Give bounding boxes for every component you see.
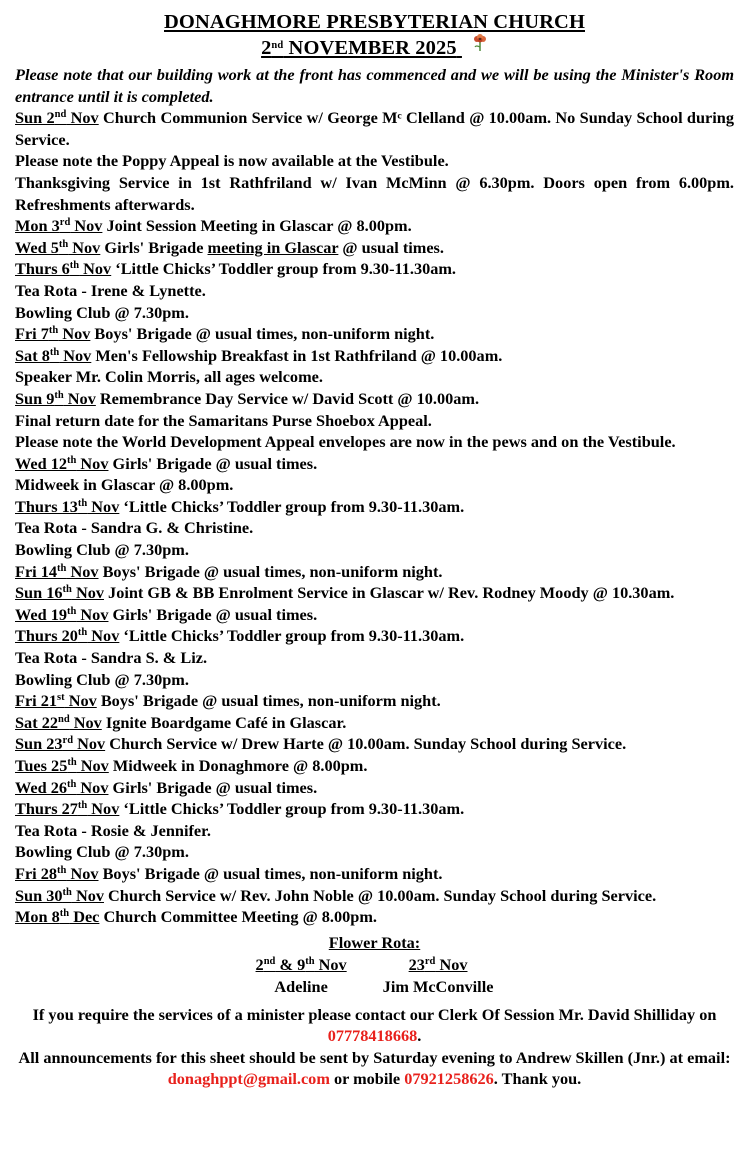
announcement-line — [15, 431, 734, 453]
announcement-date-suffix: th — [49, 346, 60, 358]
announcement-line — [15, 625, 734, 647]
announcement-date — [15, 626, 119, 645]
announcement-line — [15, 690, 734, 712]
flower-rota-date — [256, 954, 347, 976]
announcement-date-month: Nov — [64, 691, 97, 711]
announcement-date — [15, 734, 105, 753]
announcement-text: Tea Rota - Irene & Lynette. — [15, 280, 206, 300]
announcement-date-month: Nov — [79, 259, 112, 279]
announcement-date-day: Mon 3 — [15, 216, 60, 236]
announcement-date-suffix: th — [62, 584, 72, 596]
announcement-line — [15, 280, 734, 302]
announcement-date-day: Wed 5 — [15, 237, 59, 257]
announcement-line — [15, 258, 734, 280]
announcement-line — [15, 150, 734, 172]
announcement-date-month: Nov — [76, 756, 109, 775]
announcement-date-day: Thurs 13 — [15, 496, 78, 516]
announcement-text: ‘Little Chicks’ Toddler group from 9.30-11.30am. — [119, 799, 465, 819]
flower-rota-name: Jim McConville — [382, 976, 494, 996]
announcement-date — [15, 346, 91, 365]
flower-rota-date-number: 2 — [255, 955, 264, 975]
flower-rota-date-month: Nov — [314, 955, 347, 975]
announcement-text: Bowling Club @ 7.30pm. — [15, 669, 189, 689]
contact-section — [15, 1004, 734, 1090]
announcement-text-end: @ usual times. — [338, 237, 444, 257]
announcement-text: Church Communion Service w/ George Mᶜ Clelland @ 10.00am. No Sunday School during Service. — [15, 108, 734, 149]
announcement-date — [15, 238, 100, 257]
announcement-date-day: Wed 19 — [15, 604, 68, 624]
announcement-date — [15, 886, 104, 905]
flower-rota-date-number: & 9 — [275, 955, 306, 975]
announcement-line — [15, 172, 734, 215]
announcement-date-day: Sat 22 — [15, 712, 58, 732]
announcement-date-day: Sun 9 — [15, 388, 55, 408]
announcement-line — [15, 669, 734, 691]
announcement-text: Girls' Brigade — [100, 237, 208, 257]
announcement-date-suffix: th — [59, 908, 70, 920]
announcement-text: Boys' Brigade @ usual times, non-uniform night. — [96, 691, 441, 711]
announcement-line — [15, 733, 734, 755]
announcement-date — [15, 562, 99, 581]
announcement-line — [15, 647, 734, 669]
announcement-text: Tea Rota - Sandra S. & Liz. — [15, 648, 208, 668]
flower-rota-name: Adeline — [274, 976, 328, 996]
announcement-line — [15, 863, 734, 885]
announcement-text: Speaker Mr. Colin Morris, all ages welcome. — [15, 367, 323, 387]
announcement-text: Boys' Brigade @ usual times, non-uniform night. — [98, 561, 443, 581]
announcement-text: Please note the World Development Appeal envelopes are now in the pews and on the Vestibule. — [15, 432, 676, 452]
announcement-date-day: Fri 28 — [15, 863, 58, 883]
announcement-line — [15, 345, 734, 367]
announcement-date — [15, 324, 90, 343]
announcement-text: Church Service w/ Drew Harte @ 10.00am. Sunday School during Service. — [105, 734, 627, 754]
flower-rota-date — [383, 954, 494, 976]
announcement-date — [15, 259, 111, 278]
announcement-date-month: Nov — [59, 345, 92, 365]
announcement-date-suffix: th — [67, 757, 77, 768]
announcement-line — [15, 323, 734, 345]
church-name: DONAGHMORE PRESBYTERIAN CHURCH — [164, 11, 585, 33]
building-work-notice: Please note that our building work at the front has commenced and we will be using the Minister's Room entrance until it is completed. — [15, 65, 734, 106]
announcement-date — [15, 778, 108, 797]
announcement-date-suffix: th — [69, 260, 80, 272]
announcement-date-month: Nov — [71, 583, 104, 603]
contact-mobile-phone[interactable]: 07921258626 — [404, 1069, 494, 1089]
announcement-date-month: Nov — [73, 734, 106, 754]
announcement-date-month: Nov — [87, 799, 120, 819]
announcement-text: ‘Little Chicks’ Toddler group from 9.30-11.30am. — [119, 496, 465, 516]
announcement-date-month: Dec — [69, 907, 100, 927]
announcement-date — [15, 497, 119, 516]
announcement-date-month: Nov — [76, 777, 109, 797]
announcement-date-suffix: nd — [54, 109, 67, 121]
announcement-text: Remembrance Day Service w/ David Scott @ 10.00am. — [95, 388, 480, 408]
minister-contact-text: If you require the services of a minister please contact our Clerk Of Session Mr. David Shilliday on — [32, 1004, 717, 1024]
announcement-date-suffix: th — [48, 325, 59, 337]
flower-rota-date-suffix: nd — [263, 956, 276, 968]
announcement-line — [15, 410, 734, 432]
announcement-date-month: Nov — [70, 216, 103, 236]
announcement-date-day: Sat 8 — [15, 345, 50, 365]
announcement-date-suffix: th — [58, 238, 69, 250]
announcement-text: Bowling Club @ 7.30pm. — [15, 540, 189, 560]
announcement-date-month: Nov — [71, 885, 104, 905]
announcement-text: Church Committee Meeting @ 8.00pm. — [99, 907, 377, 927]
announcement-date — [15, 108, 99, 127]
announcement-date-suffix: th — [67, 454, 77, 466]
announcement-text: Final return date for the Samaritans Purse Shoebox Appeal. — [15, 410, 432, 430]
announcement-date-day: Sun 16 — [15, 583, 63, 603]
announcement-text: Joint Session Meeting in Glascar @ 8.00pm. — [102, 216, 412, 236]
announcement-underlined-text: meeting in Glascar — [207, 237, 339, 257]
date-suffix: nd — [271, 40, 284, 51]
announcement-date-suffix: th — [54, 389, 64, 401]
announcement-line — [15, 496, 734, 518]
announcement-date-day: Sun 30 — [15, 885, 63, 905]
announcement-date — [15, 583, 104, 602]
announcement-line — [15, 755, 734, 777]
flower-rota-date-number: 23 — [408, 955, 425, 975]
announcement-line — [15, 107, 734, 150]
announcement-text: Church Service w/ Rev. John Noble @ 10.00am. Sunday School during Service. — [103, 885, 657, 905]
announcement-line — [15, 798, 734, 820]
contact-email-link[interactable]: donaghppt@gmail.com — [167, 1069, 330, 1089]
announcement-text: Midweek in Glascar @ 8.00pm. — [15, 475, 234, 495]
announcement-date — [15, 454, 108, 473]
announcement-line — [15, 474, 734, 496]
announcement-date-month: Nov — [66, 863, 99, 883]
flower-rota-column — [383, 954, 494, 997]
announcement-date-suffix: th — [62, 886, 72, 898]
announcement-line — [15, 539, 734, 561]
announcement-contact — [15, 1047, 734, 1090]
announcement-date-month: Nov — [66, 108, 99, 128]
announcement-text: Ignite Boardgame Café in Glascar. — [101, 712, 347, 732]
announcement-date-suffix: nd — [57, 713, 70, 725]
announcement-date — [15, 216, 102, 235]
announcement-date — [15, 389, 96, 408]
announcement-date-suffix: rd — [59, 217, 71, 229]
announcement-line — [15, 366, 734, 388]
announcement-date-month: Nov — [69, 712, 102, 732]
flower-rota-date-month: Nov — [435, 955, 468, 975]
announcement-date-day: Sun 2 — [15, 108, 55, 128]
announcement-date — [15, 605, 108, 624]
announcement-line — [15, 885, 734, 907]
thank-you-text: . Thank you. — [493, 1069, 582, 1089]
announcement-text: Please note the Poppy Appeal is now available at the Vestibule. — [15, 151, 449, 171]
minister-contact-end: . — [417, 1026, 422, 1046]
announcement-date-suffix: rd — [62, 735, 74, 747]
announcement-date-suffix: th — [67, 778, 77, 790]
announcement-line — [15, 237, 734, 259]
announcement-date-month: Nov — [76, 604, 109, 624]
announcement-date-suffix: th — [77, 627, 88, 639]
announcement-date-month: Nov — [87, 626, 120, 646]
announcement-line — [15, 302, 734, 324]
announcement-contact-text: All announcements for this sheet should be sent by Saturday evening to Andrew Skillen (Jnr.) at email: — [18, 1047, 731, 1067]
announcement-line — [15, 604, 734, 626]
announcement-text: ‘Little Chicks’ Toddler group from 9.30-11.30am. — [111, 259, 456, 279]
flower-rota-grid — [15, 954, 734, 997]
announcement-date — [15, 756, 109, 775]
announcement-text: Joint GB & BB Enrolment Service in Glascar w/ Rev. Rodney Moody @ 10.30am. — [103, 583, 675, 603]
announcement-text: Bowling Club @ 7.30pm. — [15, 842, 189, 862]
announcement-text: Girls' Brigade @ usual times. — [108, 777, 318, 797]
announcement-date-suffix: th — [57, 562, 67, 574]
announcement-date — [15, 713, 102, 732]
announcement-line — [15, 561, 734, 583]
flower-rota — [15, 932, 734, 998]
announcement-text: Tea Rota - Sandra G. & Christine. — [15, 518, 254, 538]
announcement-date-day: Sun 23 — [15, 734, 63, 754]
announcement-line — [15, 712, 734, 734]
announcement-date — [15, 864, 99, 883]
announcement-date-suffix: st — [57, 692, 65, 704]
announcement-date-day: Wed 26 — [15, 777, 68, 797]
announcement-text: Girls' Brigade @ usual times. — [108, 604, 318, 624]
announcement-date — [15, 799, 119, 818]
date-day: 2 — [261, 37, 272, 59]
announcement-date-suffix: th — [67, 605, 77, 617]
announcement-text: Midweek in Donaghmore @ 8.00pm. — [108, 756, 368, 775]
announcement-text: Thanksgiving Service in 1st Rathfriland w/ Ivan McMinn @ 6.30pm. Doors open from 6.00pm. Refreshments afterwards. — [15, 172, 734, 214]
flower-rota-heading: Flower Rota: — [328, 932, 421, 952]
announcement-date-month: Nov — [58, 324, 91, 344]
announcement-date — [15, 907, 99, 926]
or-mobile-text: or mobile — [329, 1069, 405, 1089]
flower-rota-date-suffix: rd — [424, 956, 436, 968]
announcement-text: Boys' Brigade @ usual times, non-uniform night. — [90, 324, 435, 344]
announcement-line — [15, 388, 734, 410]
announcement-text: Bowling Club @ 7.30pm. — [15, 302, 189, 322]
announcement-date-day: Tues 25 — [15, 756, 68, 775]
minister-phone[interactable]: 07778418668 — [327, 1026, 418, 1046]
announcement-line — [15, 215, 734, 237]
announcement-date-suffix: th — [77, 800, 88, 812]
flower-rota-date-suffix: th — [305, 956, 315, 968]
minister-contact — [15, 1004, 734, 1047]
announcement-line — [15, 820, 734, 842]
announcement-date-day: Wed 12 — [15, 453, 68, 473]
announcement-date-month: Nov — [87, 496, 120, 516]
bulletin-date — [15, 34, 734, 60]
announcement-date-month: Nov — [68, 237, 101, 257]
announcement-date-month: Nov — [63, 388, 96, 408]
announcement-line — [15, 906, 734, 928]
announcement-date-day: Mon 8 — [15, 907, 60, 927]
announcement-text: Tea Rota - Rosie & Jennifer. — [15, 820, 211, 840]
announcement-date-day: Fri 14 — [15, 561, 58, 581]
announcement-date-suffix: th — [77, 497, 88, 509]
announcement-line — [15, 517, 734, 539]
announcement-date-day: Thurs 27 — [15, 799, 78, 819]
date-rest: NOVEMBER 2025 — [283, 37, 457, 59]
announcement-text: Boys' Brigade @ usual times, non-uniform night. — [98, 863, 443, 883]
announcement-text: Girls' Brigade @ usual times. — [108, 453, 318, 473]
announcement-date-suffix: th — [57, 864, 67, 876]
announcement-text: Men's Fellowship Breakfast in 1st Rathfriland @ 10.00am. — [91, 345, 503, 365]
announcement-list — [15, 107, 734, 928]
flower-rota-column — [256, 954, 347, 997]
announcement-date-day: Thurs 20 — [15, 626, 78, 646]
announcement-line — [15, 582, 734, 604]
announcement-date — [15, 691, 97, 710]
announcement-date-month: Nov — [66, 561, 99, 581]
announcement-text: ‘Little Chicks’ Toddler group from 9.30-11.30am. — [119, 626, 465, 646]
announcement-line — [15, 453, 734, 475]
announcement-date-day: Thurs 6 — [15, 259, 70, 279]
announcement-date-day: Fri 21 — [15, 691, 58, 711]
announcement-date-day: Fri 7 — [15, 324, 49, 344]
poppy-flower-icon — [472, 34, 488, 58]
announcement-date-month: Nov — [76, 453, 109, 473]
announcement-line — [15, 841, 734, 863]
announcement-line — [15, 777, 734, 799]
